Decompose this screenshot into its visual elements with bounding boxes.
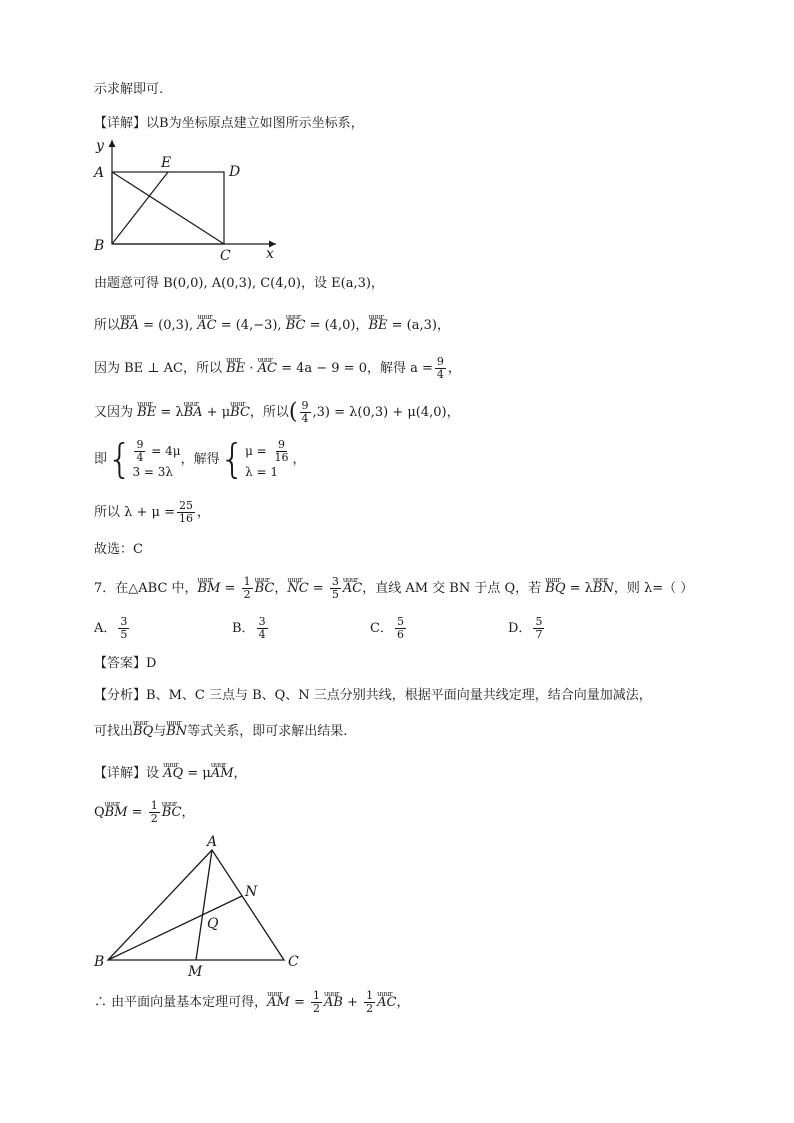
text-coordinates: 由题意可得 B(0,0), A(0,3), C(4,0)，设 E(a,3)，: [94, 276, 384, 291]
text-equals: = μ: [183, 766, 211, 781]
vector-ac: uuur AC: [258, 359, 277, 379]
text-choice: 故选：C: [94, 542, 143, 557]
option-c[interactable]: [370, 616, 408, 641]
text-equation: = 4μ: [147, 443, 181, 458]
numerator: 9: [278, 437, 286, 451]
options-row: [94, 616, 694, 646]
option-label: C．: [370, 621, 393, 636]
text-prefix: Q: [94, 805, 105, 820]
text-prefix: 即: [94, 452, 108, 467]
text-mu: μ =: [245, 443, 271, 458]
denominator: 6: [396, 628, 404, 641]
numerator: 5: [535, 615, 543, 628]
vector-ac: uuur AC: [343, 579, 362, 599]
fraction-1-2: [242, 576, 253, 601]
text-let: 设: [146, 766, 164, 781]
fraction-3-5: [330, 576, 341, 601]
vector-bc: uuur BC: [286, 316, 306, 336]
text-end: 等式关系，即可求解出结果.: [187, 724, 348, 739]
text-value: = (4,−3),: [216, 318, 286, 333]
text-value: = (a,3)，: [387, 318, 450, 333]
label-x: x: [266, 246, 274, 262]
label-a: A: [94, 165, 105, 181]
vector-ab: uuur AB: [324, 993, 343, 1013]
detail-heading-1: [94, 114, 364, 134]
vector-nc: uuur NC: [287, 579, 308, 599]
vector-bc: uuur BC: [162, 803, 182, 823]
detail-text-1: 以B为坐标原点建立如图所示坐标系，: [146, 116, 364, 131]
text-intro: 示求解即可.: [94, 82, 164, 97]
denominator: 7: [535, 628, 543, 641]
brace-left: {: [107, 436, 133, 483]
segment-am: [196, 850, 212, 960]
text-value: = (0,3),: [138, 318, 198, 333]
text-equals: =: [308, 581, 328, 596]
vector-ba: uuur BA: [184, 403, 203, 423]
label-q: Q: [207, 916, 219, 932]
text-line-choice: [94, 540, 143, 560]
segment-be: [112, 172, 168, 244]
text-value: + μ: [202, 405, 231, 420]
vector-be: uuur BE: [226, 359, 245, 379]
figure-rectangle-coordinate: [90, 136, 290, 266]
option-label: D．: [508, 621, 532, 636]
text-and: 与: [153, 724, 167, 739]
numerator: 1: [243, 575, 251, 588]
text-end: ，: [197, 505, 211, 520]
system-row-1: [132, 439, 180, 464]
denominator: 4: [258, 628, 266, 641]
detail-line-2: [94, 764, 247, 784]
vector-bc: uuur BC: [255, 579, 275, 599]
detail-line-3: [94, 800, 194, 825]
text-prefix: ∴ 由平面向量基本定理可得，: [94, 995, 268, 1010]
numerator: 3: [120, 615, 128, 628]
text-equation: = 4a − 9 = 0，解得 a =: [276, 361, 433, 376]
text-plus: +: [342, 995, 363, 1010]
numerator: 3: [258, 615, 266, 628]
vector-am: uuur AM: [267, 993, 290, 1013]
vector-bc: uuur BC: [230, 403, 250, 423]
text-line-linear-combination: [94, 400, 460, 425]
numerator: 5: [396, 615, 404, 628]
numerator: 25: [179, 499, 194, 512]
option-label: A．: [94, 621, 117, 636]
fraction-1-2: [364, 990, 375, 1015]
label-b: B: [94, 238, 105, 254]
solution-row-1: [245, 439, 292, 464]
vector-ac: uuur AC: [377, 993, 396, 1013]
denominator: 16: [274, 450, 289, 464]
denominator: 16: [179, 512, 194, 525]
option-b[interactable]: [232, 616, 270, 641]
section-tag-answer: 【答案】: [94, 656, 147, 671]
text-line-intro: [94, 80, 163, 100]
section-tag-detail: 【详解】: [94, 116, 147, 131]
label-e: E: [161, 155, 172, 171]
option-a[interactable]: [94, 616, 131, 641]
label-y: y: [96, 138, 104, 154]
analysis-line-1: [94, 686, 652, 706]
fraction-1-2: [311, 990, 322, 1015]
vector-bq: uuur BQ: [133, 722, 153, 742]
vector-be: uuur BE: [368, 316, 387, 336]
denominator: 4: [436, 368, 444, 381]
fraction-9-16: [273, 439, 291, 464]
text-equation: ,3) = λ(0,3) + μ(4,0)，: [312, 405, 460, 420]
denominator: 4: [136, 450, 144, 464]
text-prefix: 所以 λ + μ =: [94, 505, 176, 520]
analysis-text: B、M、C 三点与 B、Q、N 三点分别共线，根据平面向量共线定理，结合向量加减法，: [146, 688, 652, 703]
denominator: 5: [120, 628, 128, 641]
analysis-line-2: [94, 722, 347, 742]
denominator: 2: [243, 588, 251, 601]
fraction-9-4: [435, 356, 446, 381]
numerator: 9: [136, 437, 144, 451]
fraction: [257, 616, 268, 641]
denominator: 4: [301, 412, 309, 425]
text-end: ，: [181, 805, 195, 820]
label-m: M: [188, 964, 203, 980]
option-label: B．: [232, 621, 255, 636]
vector-bn: uuur BN: [166, 722, 187, 742]
solution-system: [245, 439, 292, 481]
segment-ac: [112, 172, 224, 244]
figure-triangle-abc: [90, 834, 310, 980]
text-line-sum: [94, 500, 210, 525]
label-c: C: [288, 954, 299, 970]
answer-value: D: [146, 656, 157, 671]
fraction: [395, 616, 406, 641]
vector-am: uuur AM: [211, 764, 234, 784]
text-equals: =: [289, 995, 310, 1010]
numerator: 1: [366, 989, 374, 1002]
numerator: 1: [313, 989, 321, 1002]
vector-bm: uuur BM: [105, 803, 128, 823]
text-prefix: 又因为: [94, 405, 138, 420]
text-line-coordinates: [94, 274, 384, 294]
fraction-1-2: [149, 800, 160, 825]
question-end: ，则 λ=（ ）: [613, 581, 694, 596]
system-row-2: 3 = 3λ: [132, 464, 174, 479]
numerator: 1: [150, 799, 158, 812]
label-d: D: [229, 164, 241, 180]
label-c: C: [220, 248, 231, 264]
numerator: 9: [436, 355, 444, 368]
denominator: 5: [331, 588, 339, 601]
segment-bn: [108, 896, 242, 960]
text-prefix: 所以: [94, 318, 121, 333]
vector-bm: uuur BM: [198, 579, 221, 599]
fraction-9-4: [134, 439, 145, 464]
brace-left: {: [219, 436, 246, 483]
question-body: ，直线 AM 交 BN 于点 Q，若: [362, 581, 546, 596]
fraction: [533, 616, 544, 641]
fraction: [118, 616, 129, 641]
denominator: 2: [366, 1002, 374, 1015]
numerator: 3: [331, 575, 339, 588]
text-end: ，: [447, 361, 461, 376]
text-end: ，: [233, 766, 247, 781]
option-d[interactable]: [508, 616, 546, 641]
vector-be: uuur BE: [137, 403, 156, 423]
fraction-25-16: [177, 500, 195, 525]
vector-ac: uuur AC: [197, 316, 216, 336]
label-a: A: [207, 834, 218, 850]
vector-ba: uuur BA: [120, 316, 139, 336]
text-equals: =: [127, 805, 147, 820]
question-prefix: 7．在△ABC 中，: [94, 581, 198, 596]
system-equations: [132, 439, 180, 481]
text-sep: ，: [274, 581, 288, 596]
text-equals: =: [220, 581, 240, 596]
text-end: ，: [396, 995, 410, 1010]
text-line-vectors: [94, 316, 450, 336]
denominator: 2: [150, 812, 158, 825]
section-tag-detail: 【详解】: [94, 766, 147, 781]
triangle-abc: [108, 850, 284, 960]
detail-line-4: [94, 990, 410, 1015]
text-equals: = λ: [565, 581, 593, 596]
vector-bn: uuur BN: [593, 579, 614, 599]
text-value: ，所以: [249, 405, 289, 420]
text-line-perpendicular: [94, 356, 461, 381]
denominator: 2: [313, 1002, 321, 1015]
question-7: [94, 576, 693, 601]
numerator: 9: [301, 399, 309, 412]
text-line-system: [94, 438, 306, 482]
paren-open: (: [288, 399, 298, 425]
text-value: = λ: [156, 405, 184, 420]
answer-line: [94, 654, 156, 674]
label-b: B: [94, 954, 105, 970]
text-end: ，: [292, 452, 306, 467]
label-n: N: [245, 884, 258, 900]
vector-bq: uuur BQ: [545, 579, 565, 599]
vector-aq: uuur AQ: [163, 764, 183, 784]
text-value: = (4,0)，: [305, 318, 369, 333]
text-prefix: 可找出: [94, 724, 134, 739]
fraction-9-4: [300, 400, 311, 425]
text-prefix: 因为 BE ⊥ AC，所以: [94, 361, 227, 376]
section-tag-analysis: 【分析】: [94, 688, 147, 703]
text-solve: ，解得: [180, 452, 220, 467]
dot-operator: ·: [245, 361, 258, 376]
solution-row-2: λ = 1: [245, 464, 278, 479]
